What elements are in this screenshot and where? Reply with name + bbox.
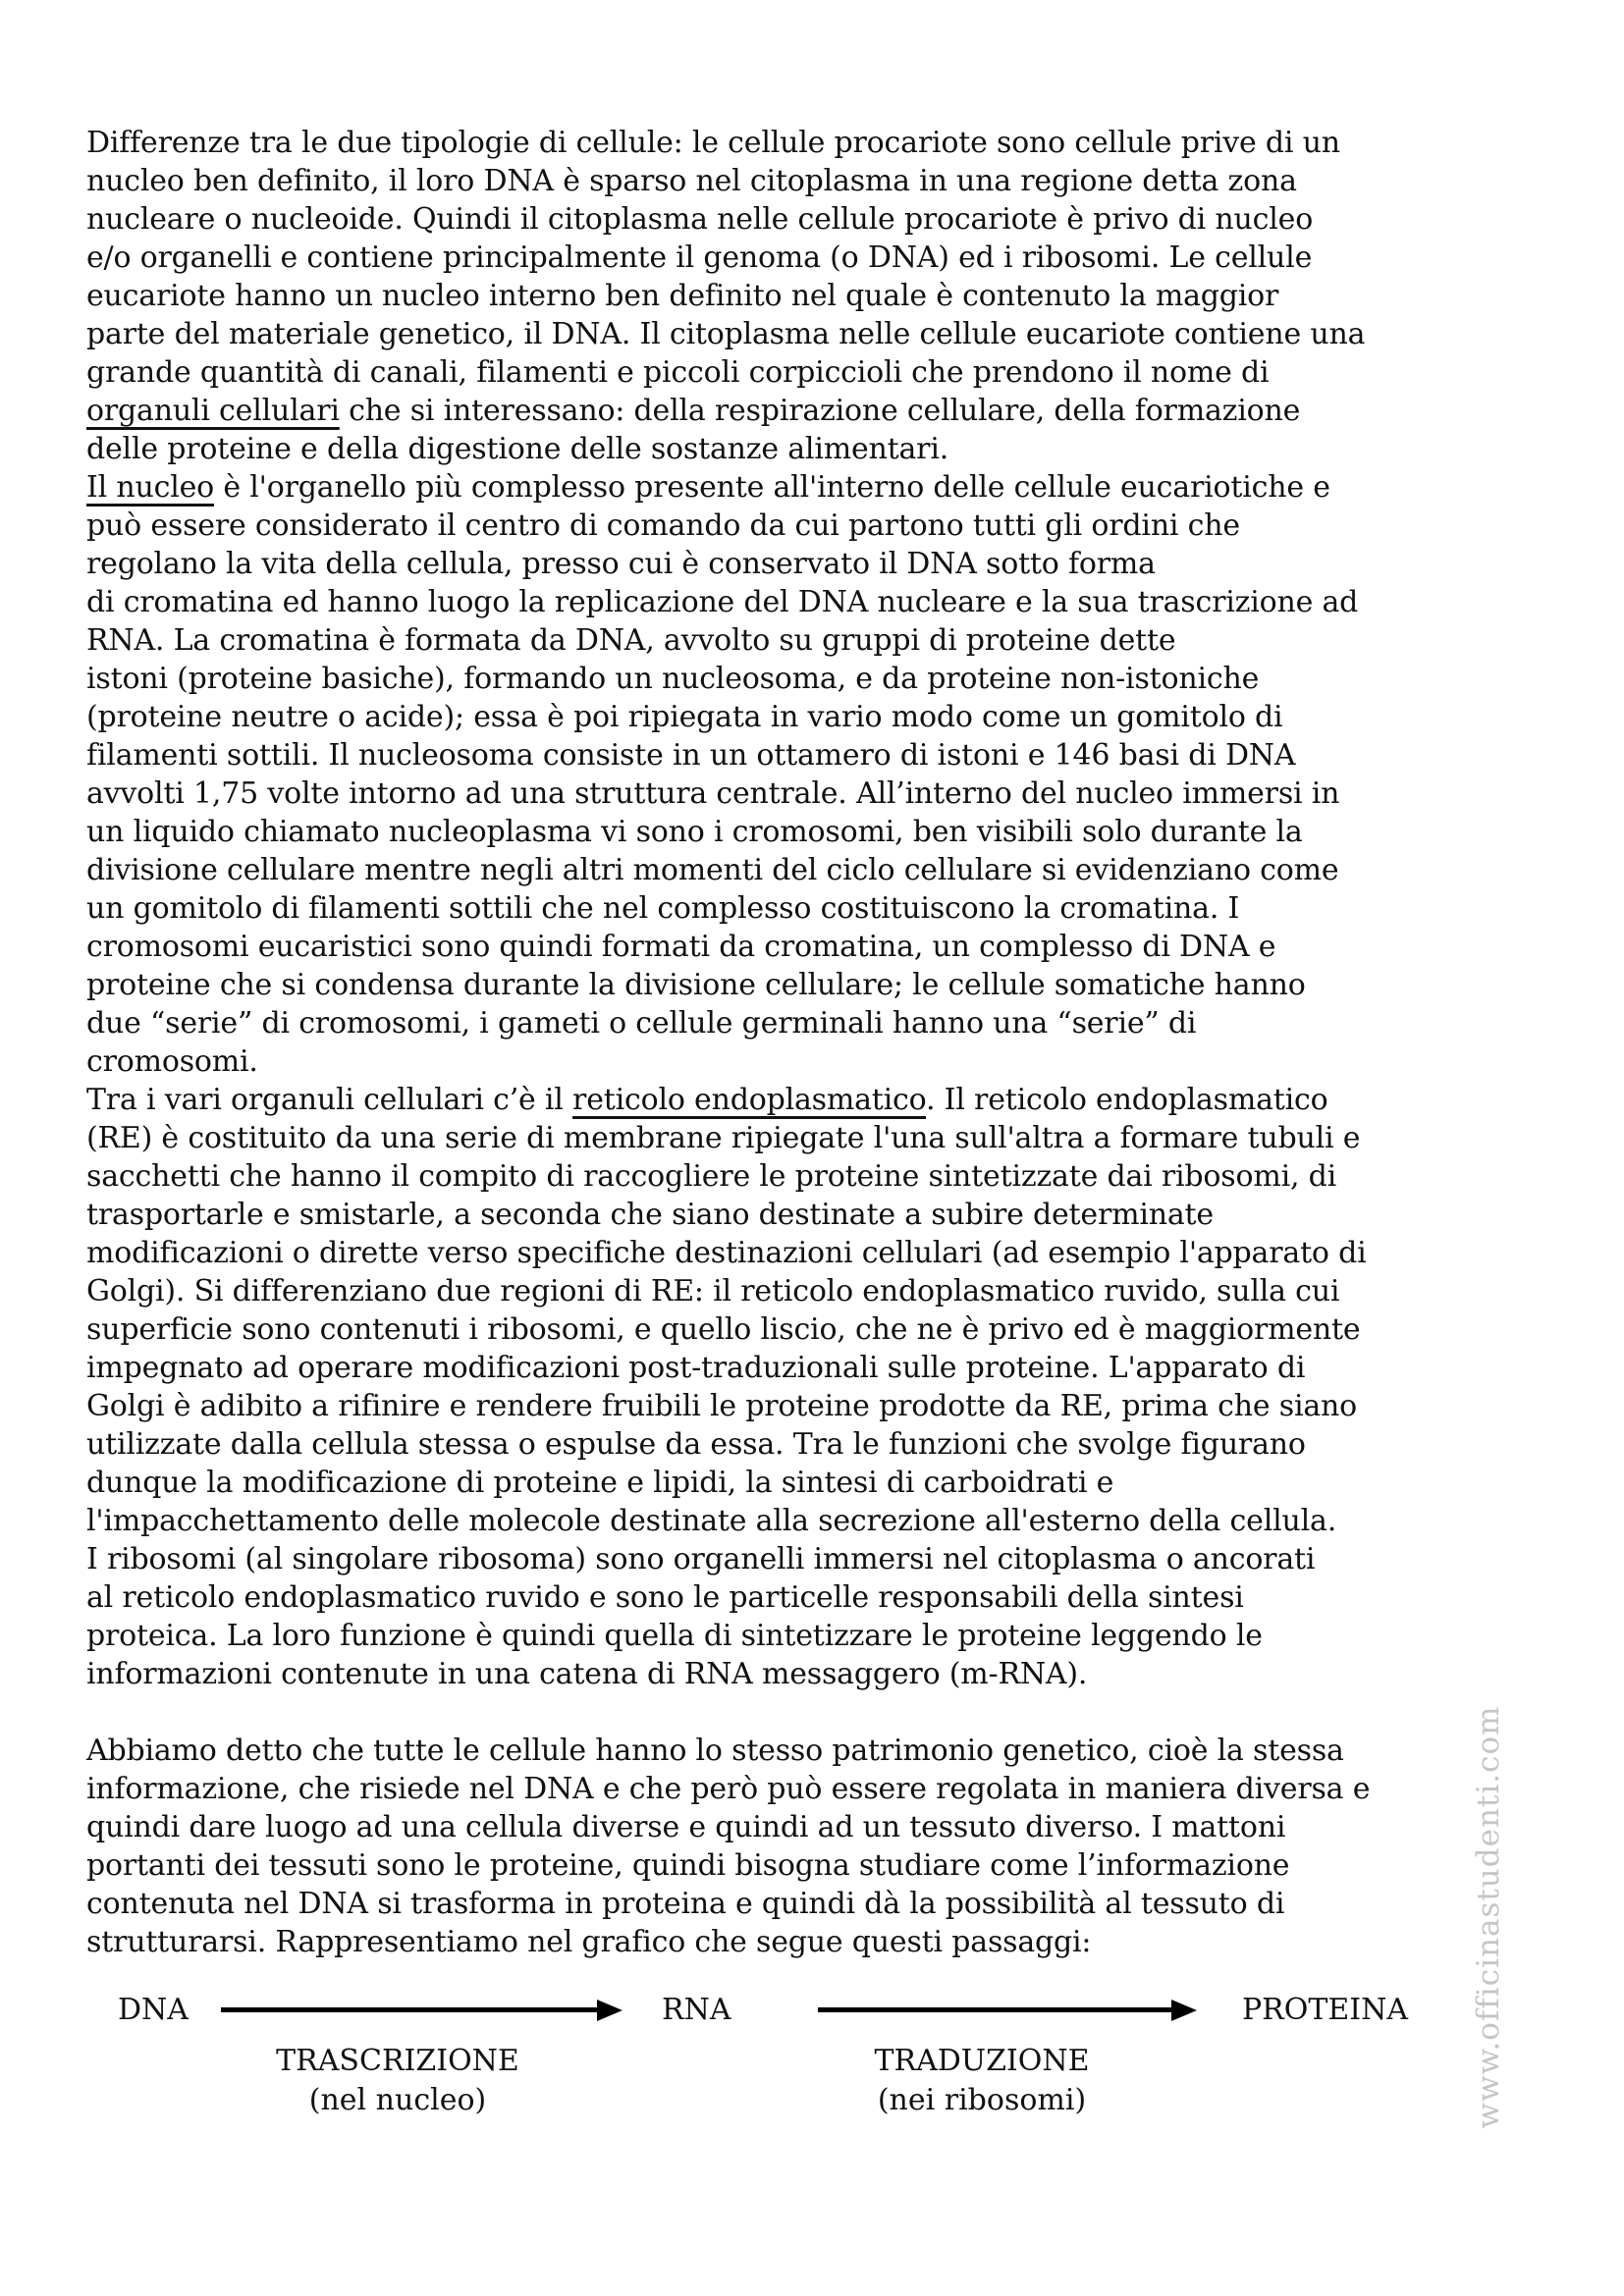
text-line — [86, 545, 1555, 583]
arrow-right-icon — [818, 2007, 1173, 2012]
text-line — [86, 1770, 1555, 1808]
diagram-node-rna: RNA — [662, 1993, 731, 2027]
central-dogma-diagram — [86, 1991, 1555, 2138]
text-segment: delle proteine e della digestione delle sostanze alimentari. — [86, 432, 949, 466]
text-line — [86, 1617, 1555, 1655]
text-segment: è l'organello più complesso presente all'interno delle cellule eucariotiche e — [214, 470, 1330, 505]
text-line — [86, 277, 1555, 315]
text-segment: impegnato ad operare modificazioni post-traduzionali sulle proteine. L'apparato di — [86, 1351, 1306, 1385]
text-line — [86, 1540, 1555, 1578]
text-segment: parte del materiale genetico, il DNA. Il citoplasma nelle cellule eucariote contiene una — [86, 317, 1366, 351]
text-segment: al reticolo endoplasmatico ruvido e sono le particelle responsabili della sintesi — [86, 1580, 1244, 1615]
text-line — [86, 928, 1555, 966]
text-segment: quindi dare luogo ad una cellula diverse e quindi ad un tessuto diverso. I mattoni — [86, 1810, 1286, 1844]
text-line — [86, 1042, 1555, 1081]
text-segment: informazione, che risiede nel DNA e che però può essere regolata in maniera diversa e — [86, 1772, 1371, 1806]
underlined-phrase: Il nucleo — [86, 470, 215, 505]
underlined-phrase: reticolo endoplasmatico — [572, 1083, 926, 1117]
text-line — [86, 1732, 1555, 1770]
text-line — [86, 660, 1555, 698]
step-label-trascrizione: TRASCRIZIONE — [276, 2044, 519, 2078]
step-sublabel-trascrizione: (nel nucleo) — [308, 2083, 487, 2117]
text-segment: istoni (proteine basiche), formando un nucleosoma, e da proteine non-istoniche — [86, 662, 1260, 696]
text-segment: di cromatina ed hanno luogo la replicazione del DNA nucleare e la sua trascrizione ad — [86, 585, 1359, 619]
text-line — [86, 1846, 1555, 1885]
diagram-node-dna: DNA — [118, 1993, 189, 2027]
text-line — [86, 1578, 1555, 1617]
text-segment: modificazioni o dirette verso specifiche destinazioni cellulari (ad esempio l'apparato di — [86, 1236, 1367, 1270]
text-segment: proteica. La loro funzione è quindi quella di sintetizzare le proteine leggendo le — [86, 1619, 1263, 1653]
step-label-traduzione: TRADUZIONE — [874, 2044, 1090, 2078]
step-sublabel-traduzione: (nei ribosomi) — [877, 2083, 1087, 2117]
text-line — [86, 698, 1555, 736]
text-segment: può essere considerato il centro di comando da cui partono tutti gli ordini che — [86, 508, 1240, 543]
text-segment: (RE) è costituito da una serie di membrane ripiegate l'una sull'altra a formare tubuli e — [86, 1121, 1361, 1155]
text-line — [86, 1923, 1555, 1961]
text-segment: filamenti sottili. Il nucleosoma consiste in un ottamero di istoni e 146 basi di DNA — [86, 738, 1296, 773]
text-segment: un liquido chiamato nucleoplasma vi sono i cromosomi, ben visibili solo durante la — [86, 815, 1303, 849]
text-line — [86, 239, 1555, 277]
text-line — [86, 1885, 1555, 1923]
text-segment: dunque la modificazione di proteine e lipidi, la sintesi di carboidrati e — [86, 1466, 1114, 1500]
text-line — [86, 1119, 1555, 1157]
text-line — [86, 124, 1555, 162]
text-segment: strutturarsi. Rappresentiamo nel grafico che segue questi passaggi: — [86, 1925, 1092, 1959]
text-line — [86, 851, 1555, 889]
text-line — [86, 1004, 1555, 1042]
text-segment: grande quantità di canali, filamenti e piccoli corpiccioli che prendono il nome di — [86, 355, 1270, 390]
text-segment: RNA. La cromatina è formata da DNA, avvolto su gruppi di proteine dette — [86, 623, 1176, 658]
text-line — [86, 1272, 1555, 1310]
text-segment: Abbiamo detto che tutte le cellule hanno lo stesso patrimonio genetico, cioè la stessa — [86, 1734, 1344, 1768]
text-line — [86, 813, 1555, 851]
text-segment: Differenze tra le due tipologie di cellule: le cellule procariote sono cellule prive di un — [86, 126, 1340, 160]
text-segment: contenuta nel DNA si trasforma in proteina e quindi dà la possibilità al tessuto di — [86, 1887, 1285, 1921]
text-segment: cromosomi eucaristici sono quindi formati da cromatina, un complesso di DNA e — [86, 930, 1276, 964]
text-segment: divisione cellulare mentre negli altri momenti del ciclo cellulare si evidenziano come — [86, 853, 1339, 887]
text-segment: portanti dei tessuti sono le proteine, quindi bisogna studiare come l’informazione — [86, 1848, 1290, 1883]
text-segment: nucleare o nucleoide. Quindi il citoplasma nelle cellule procariote è privo di nucleo — [86, 202, 1314, 237]
text-line — [86, 1081, 1555, 1119]
arrow-right-icon — [221, 2007, 599, 2012]
text-segment: superficie sono contenuti i ribosomi, e quello liscio, che ne è privo ed è maggiormente — [86, 1312, 1361, 1347]
text-line — [86, 200, 1555, 239]
text-segment: un gomitolo di filamenti sottili che nel complesso costituiscono la cromatina. I — [86, 891, 1240, 926]
text-line — [86, 1808, 1555, 1846]
text-line — [86, 1349, 1555, 1387]
text-segment: informazioni contenute in una catena di RNA messaggero (m-RNA). — [86, 1657, 1088, 1691]
text-segment: I ribosomi (al singolare ribosoma) sono organelli immersi nel citoplasma o ancorati — [86, 1542, 1316, 1576]
text-line — [86, 889, 1555, 928]
text-line — [86, 1157, 1555, 1196]
text-segment: nucleo ben definito, il loro DNA è sparso nel citoplasma in una regione detta zona — [86, 164, 1297, 198]
main-text-block — [86, 124, 1555, 1693]
text-line — [86, 392, 1555, 430]
text-line — [86, 1196, 1555, 1234]
text-line — [86, 774, 1555, 813]
text-segment: eucariote hanno un nucleo interno ben definito nel quale è contenuto la maggior — [86, 279, 1279, 313]
text-line — [86, 430, 1555, 468]
text-segment: Tra i vari organuli cellulari c’è il — [86, 1083, 573, 1117]
text-line — [86, 162, 1555, 200]
text-segment: due “serie” di cromosomi, i gameti o cellule germinali hanno una “serie” di — [86, 1006, 1197, 1041]
text-segment: (proteine neutre o acide); essa è poi ripiegata in vario modo come un gomitolo di — [86, 700, 1283, 734]
text-segment: utilizzate dalla cellula stessa o espulse da essa. Tra le funzioni che svolge figurano — [86, 1427, 1306, 1462]
text-line — [86, 966, 1555, 1004]
text-line — [86, 1310, 1555, 1349]
text-line — [86, 1387, 1555, 1425]
text-line — [86, 736, 1555, 774]
text-line — [86, 353, 1555, 392]
text-segment: trasportarle e smistarle, a seconda che siano destinate a subire determinate — [86, 1198, 1214, 1232]
text-line — [86, 1464, 1555, 1502]
text-blocks — [86, 124, 1555, 1961]
text-line — [86, 1234, 1555, 1272]
text-segment: Golgi è adibito a rifinire e rendere fruibili le proteine prodotte da RE, prima che siano — [86, 1389, 1358, 1423]
text-segment: e/o organelli e contiene principalmente il genoma (o DNA) ed i ribosomi. Le cellule — [86, 240, 1313, 275]
text-segment: . Il reticolo endoplasmatico — [926, 1083, 1328, 1117]
diagram-node-proteina: PROTEINA — [1242, 1993, 1409, 2027]
text-line — [86, 621, 1555, 660]
watermark-url: www.officinastudenti.com — [1471, 1705, 1506, 2129]
text-segment: sacchetti che hanno il compito di raccogliere le proteine sintetizzate dai ribosomi, di — [86, 1159, 1337, 1194]
text-line — [86, 1655, 1555, 1693]
text-segment: regolano la vita della cellula, presso cui è conservato il DNA sotto forma — [86, 547, 1156, 581]
text-segment: che si interessano: della respirazione cellulare, della formazione — [339, 394, 1301, 428]
underlined-phrase: organuli cellulari — [86, 394, 340, 428]
text-line — [86, 1425, 1555, 1464]
text-line — [86, 583, 1555, 621]
text-line — [86, 1502, 1555, 1540]
text-line — [86, 507, 1555, 545]
text-segment: Golgi). Si differenziano due regioni di RE: il reticolo endoplasmatico ruvido, sulla cui — [86, 1274, 1340, 1308]
text-line — [86, 315, 1555, 353]
text-segment: avvolti 1,75 volte intorno ad una struttura centrale. All’interno del nucleo immersi in — [86, 776, 1340, 811]
text-segment: proteine che si condensa durante la divisione cellulare; le cellule somatiche hanno — [86, 968, 1306, 1002]
second-text-block — [86, 1732, 1555, 1961]
text-line — [86, 468, 1555, 507]
text-segment: l'impacchettamento delle molecole destinate alla secrezione all'esterno della cellula. — [86, 1504, 1337, 1538]
text-segment: cromosomi. — [86, 1044, 258, 1079]
